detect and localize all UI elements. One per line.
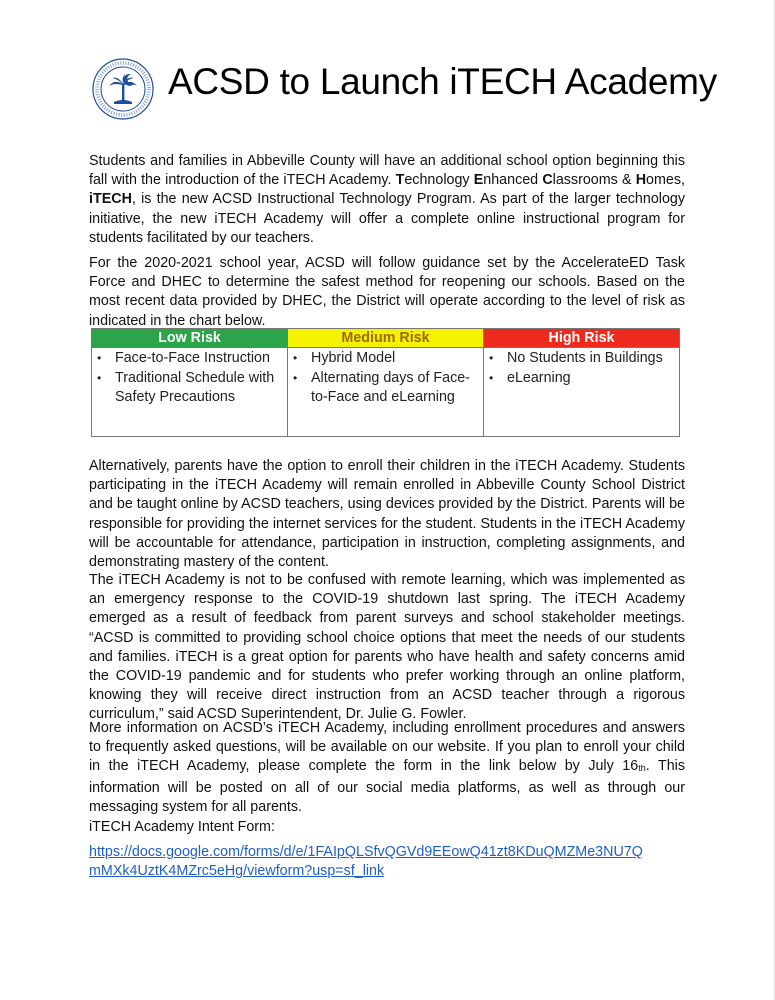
- list-item: • Face-to-Face Instruction: [94, 349, 285, 369]
- list-item: • Traditional Schedule with Safety Precautions: [94, 369, 285, 408]
- list-item: • Hybrid Model: [290, 349, 481, 369]
- school-district-seal-icon: [92, 58, 154, 120]
- low-risk-cell: [92, 348, 288, 437]
- guidance-paragraph: For the 2020-2021 school year, ACSD will follow guidance set by the AccelerateED Task Force and DHEC to determine the safest method for reopening our schools. Based on the most recent data provided by DHEC, the District will operate according to the level of risk as indicated in the chart below.: [89, 255, 685, 329]
- list-item: • No Students in Buildings: [486, 349, 677, 369]
- medium-risk-cell: [288, 348, 484, 437]
- medium-risk-header: Medium Risk: [288, 329, 484, 348]
- high-risk-cell: [484, 348, 680, 437]
- list-item: • Alternating days of Face-to-Face and eLearning: [290, 369, 481, 408]
- intent-form-link-block: [89, 843, 685, 881]
- intro-paragraph: Students and families in Abbeville County will have an additional school option beginning this fall with the introduction of the iTECH Academy. Technology Enhanced Classrooms & Homes, iTECH, is the new ACSD Instructional Technology Program. As part of the larger technology initiative, the new iTECH Academy will offer a complete online instructional program for students facilitated by our teachers.: [89, 153, 685, 246]
- more-info-paragraph: More information on ACSD’s iTECH Academy, including enrollment procedures and answers to frequently asked questions, will be available on our website. If you plan to enroll your child in the iTECH Academy, please complete the form in the link below by July 16th. This information will be posted on all of our social media platforms, as well as through our messaging system for all parents.: [89, 720, 685, 815]
- risk-level-table: [91, 328, 680, 437]
- intent-form-label: iTECH Academy Intent Form:: [89, 819, 275, 835]
- low-risk-header: Low Risk: [92, 329, 288, 348]
- high-risk-header: High Risk: [484, 329, 680, 348]
- intent-form-link[interactable]: https://docs.google.com/forms/d/e/1FAIpQLSfvQGVd9EEowQ41zt8KDuQMZMe3NU7Q mMXk4UztK4MZrc5eHg/viewform?usp=sf_link: [89, 844, 643, 880]
- list-item: • eLearning: [486, 369, 677, 389]
- alternative-paragraph: Alternatively, parents have the option to enroll their children in the iTECH Academy. Students participating in the iTECH Academy will remain enrolled in Abbeville County School District and be taught online by ACSD teachers, using devices provided by the District. Parents will be responsible for providing the internet services for the student. Students in the iTECH Academy will be accountable for attendance, participation in instruction, completing assignments, and demonstrating mastery of the content.: [89, 458, 685, 571]
- page-title: ACSD to Launch iTECH Academy: [168, 61, 717, 102]
- remote-learning-paragraph: The iTECH Academy is not to be confused with remote learning, which was implemented as an emergency response to the COVID-19 shutdown last spring. The iTECH Academy emerged as a result of feedback from parent surveys and school stakeholder meetings. “ACSD is committed to providing school choice options that meet the needs of our students and families. iTECH is a great option for parents who have health and safety concerns amid the COVID-19 pandemic and for students who prefer working through an online platform, knowing they will receive direct instruction from an ACSD teacher through a rigorous curriculum,” said ACSD Superintendent, Dr. Julie G. Fowler.: [89, 572, 685, 723]
